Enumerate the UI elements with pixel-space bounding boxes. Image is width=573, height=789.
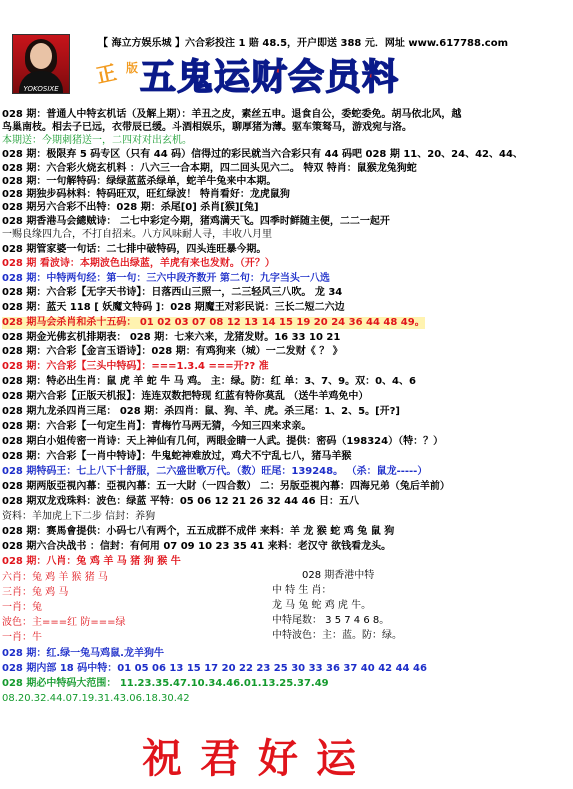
panel-right-title: 028 期香港中特 xyxy=(302,570,375,581)
row-r14: 028 期金光佛玄机排期表： 028 期：七来六来，龙猪发财。16 33 10 21 xyxy=(2,332,341,343)
row-r17: 028 期：特必出生肖：鼠 虎 羊 蛇 牛 马 鸡。 主：绿。防：红 单：3、7、9。双：0、4、6 xyxy=(2,376,416,387)
panel-left-l1: 六肖：兔 鸡 羊 猴 猪 马 xyxy=(2,572,108,583)
row-r16: 028 期：六合彩【三头中特码】：===1.3.4 ===开?? 准 xyxy=(2,361,269,372)
slogan: 祝君好运 xyxy=(142,735,374,782)
panel-right-row3: 中特尾数： 3 5 7 4 6 8。 xyxy=(272,615,390,626)
photo-tag: YOKOSIXE xyxy=(23,85,59,93)
panel-right-row1: 中 特 生 肖： xyxy=(272,585,332,596)
row-r9: 028 期 看波诗：本期波色出绿蓝，羊虎有来也发财。（开？） xyxy=(2,258,275,269)
row-b2: 028 期内部 18 码中特：01 05 06 13 15 17 20 22 23 25 30 33 36 37 40 42 44 46 xyxy=(2,663,427,674)
page-title: 五鬼运财会员料 xyxy=(140,57,400,98)
row-r12: 028 期：蓝天 118 [ 妖魔文特码 ]：028 期魔王对彩民说：三长二短二六边 xyxy=(2,302,345,313)
panel-left-l4: 波色：主===红 防===绿 xyxy=(2,617,126,628)
row-r7a: 028 期香港马会總贼诗： 二七中彩定今期，猪鸡满天飞。四季时鲜随主便，二二一起开 xyxy=(2,216,390,227)
panel-left-l3: 一肖：兔 xyxy=(2,602,42,613)
row-r11: 028 期：六合彩【无字天书诗】：日落西山三照一，二三轻风三八吹。 龙 34 xyxy=(2,287,343,298)
row-r2: 028 期：极限弃 5 码专区（只有 44 码）信得过的彩民就当六合彩只有 44 码吧 028 期 11、20、24、42、44、 xyxy=(2,149,523,160)
ban-mark: 版 xyxy=(126,61,139,75)
row-b4: 08.20.32.44.07.19.31.43.06.18.30.42 xyxy=(2,693,190,704)
row-r8: 028 期管家婆一句话：二七排中破特码，四头连旺暴今期。 xyxy=(2,244,267,255)
row-r28: 028 期：八肖：兔 鸡 羊 马 猪 狗 猴 牛 xyxy=(2,556,181,567)
row-r1a: 028 期：普通人中特玄机话（及解上期）：羊丑之皮，素丝五申。退食自公，委蛇委免。胡马依北风，越 xyxy=(2,109,462,120)
row-r24: 028 期两版亞視內幕：亞視內幕：五一大財（一四合数） 二：另版亞視內幕：四海兄弟（兔后羊前） xyxy=(2,481,450,492)
panel-left-l5: 一肖：牛 xyxy=(2,632,42,643)
row-r7b: 一赐良缘四九合，不打自招来。八方风味耐人寻，丰收八月里 xyxy=(2,229,272,240)
photo-face xyxy=(30,43,52,69)
row-r15: 028 期：六合彩【金言玉语诗】：028 期：有鸡狗来（城）一二发财《 ？ 》 xyxy=(2,346,343,357)
row-r19: 028 期九龙杀四肖三尾： 028 期：杀四肖：鼠、狗、羊、虎。杀三尾：1、2、5。[开?] xyxy=(2,406,401,417)
row-r3: 028 期：六合彩火烧玄机料 ：八六三一合本期，四二回头见六二。 特双 特肖：鼠猴龙兔狗蛇 xyxy=(2,163,417,174)
row-r18: 028 期六合彩【正版天机报】：连连双数把特现 红蓝有特你莫乱 （送牛羊鸡免中） xyxy=(2,391,369,402)
row-r25b: 资料：羊加虎上下二步 信封：养狗 xyxy=(2,511,156,522)
row-b3: 028 期必中特码大范围： 11.23.35.47.10.34.46.01.13.25.37.49 xyxy=(2,678,329,689)
row-r21: 028 期白小姐传密一肖诗：天上神仙有几何，两眼金睛一人武。提供：密码（198324）（特：？） xyxy=(2,436,444,447)
row-r5: 028 期独步码林料：特码旺双，旺红绿波！ 特肖看好：龙虎鼠狗 xyxy=(2,189,290,200)
row-r20: 028 期：六合彩【一句定生肖】：青梅竹马两无猜，今知三四来求亲。 xyxy=(2,421,312,432)
row-r6: 028 期另六合彩不出特：028 期：杀尾[0] 杀肖[猴][兔] xyxy=(2,202,259,213)
row-r4: 028 期：一句解特码：绿绿蓝蓝杀绿单，蛇羊牛兔来中本期。 xyxy=(2,176,277,187)
row-r1b: 鸟巢南枝。相去子已远，衣带辰已缓。斗酒相娱乐，聊厚猪为薄。驱车策驽马，游戏宛与洛。 xyxy=(2,122,412,133)
row-r13: 028 期马会杀肖和杀十五码： 01 02 03 07 08 12 13 14 15 19 20 24 36 44 48 49。 xyxy=(2,317,425,328)
host-photo xyxy=(12,34,70,94)
site-topline: 【 海立方娱乐城 】六合彩投注 1 賠 48.5，开户即送 388 元．网址 www.617788.com xyxy=(98,38,508,49)
row-b1: 028 期：红.绿一兔马鸡鼠.龙羊狗牛 xyxy=(2,648,164,659)
header xyxy=(0,0,573,104)
panel-right-row4: 中特波色：主：蓝。防：绿。 xyxy=(272,630,402,641)
row-r23: 028 期特码王：七上八下十舒服，二六盛世歌万代。（数）旺尾：139248。 （杀：鼠龙-----） xyxy=(2,466,428,477)
row-r27: 028 期六合决战书 ：信封：有何用 07 09 10 23 35 41 来料：老汉守 欲钱看龙头。 xyxy=(2,541,392,552)
row-r1c: 本期送：今期刺猪送一，二四对对出玄机。 xyxy=(2,135,192,146)
row-r22: 028 期：六合彩【一肖中特诗】：牛鬼蛇神难放过，鸡犬不宁乱七八，猪马羊猴 xyxy=(2,451,352,462)
row-r10: 028 期：中特两句经：第一句：三六中段齐数开 第二句：九字当头一八选 xyxy=(2,273,330,284)
panel-right-row2: 龙 马 兔 蛇 鸡 虎 牛。 xyxy=(272,600,372,611)
row-r26: 028 期：赛馬會提供：小码七八有两个，五五成群不成伴 来料：羊 龙 猴 蛇 鸡 兔 鼠 狗 xyxy=(2,526,395,537)
row-r25a: 028 期双龙戏珠料：波色：绿蓝 平特：05 06 12 21 26 32 44 46 日：五八 xyxy=(2,496,360,507)
zheng-mark: 正 xyxy=(94,60,119,88)
panel-left-l2: 三肖：兔 鸡 马 xyxy=(2,587,69,598)
